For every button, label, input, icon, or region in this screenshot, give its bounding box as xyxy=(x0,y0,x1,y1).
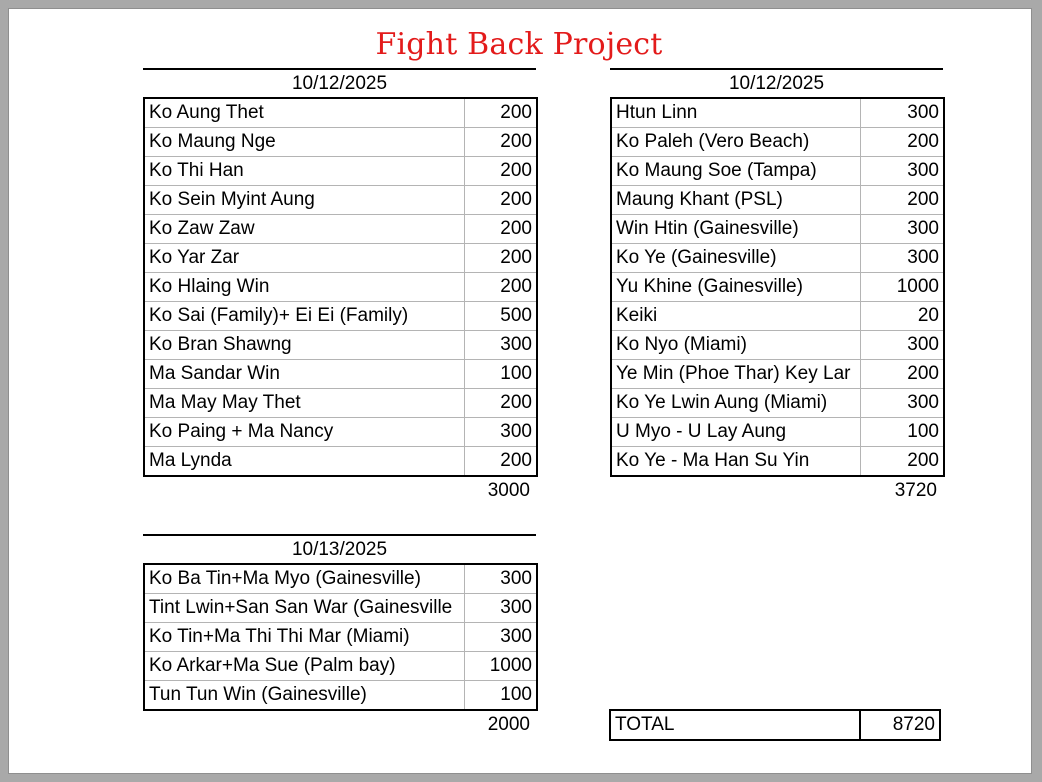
table-row xyxy=(611,244,944,273)
donor-name: Ko Paing + Ma Nancy xyxy=(144,418,464,447)
donor-name: Ko Maung Soe (Tampa) xyxy=(611,157,860,186)
table-row xyxy=(144,331,537,360)
donor-name: Ko Ye Lwin Aung (Miami) xyxy=(611,389,860,418)
donation-amount: 500 xyxy=(464,302,537,331)
section-subtotal: 3000 xyxy=(487,480,530,501)
section-date: 10/12/2025 xyxy=(143,68,536,97)
grand-total-box xyxy=(609,709,941,741)
donor-name: U Myo - U Lay Aung xyxy=(611,418,860,447)
donation-amount: 300 xyxy=(464,564,537,594)
donor-name: Yu Khine (Gainesville) xyxy=(611,273,860,302)
table-row xyxy=(144,244,537,273)
donation-amount: 200 xyxy=(464,186,537,215)
table-row xyxy=(144,302,537,331)
donor-name: Maung Khant (PSL) xyxy=(611,186,860,215)
donation-amount: 200 xyxy=(860,447,944,477)
table-row xyxy=(144,594,537,623)
donor-name: Keiki xyxy=(611,302,860,331)
donor-name: Ko Sein Myint Aung xyxy=(144,186,464,215)
total-value: 8720 xyxy=(892,714,935,735)
donor-name: Ko Tin+Ma Thi Thi Mar (Miami) xyxy=(144,623,464,652)
donation-amount: 300 xyxy=(464,594,537,623)
table-row xyxy=(611,418,944,447)
table-row xyxy=(144,623,537,652)
table-row xyxy=(611,215,944,244)
donation-amount: 200 xyxy=(464,128,537,157)
donation-table xyxy=(143,97,538,477)
table-row xyxy=(144,564,537,594)
donation-amount: 200 xyxy=(860,186,944,215)
table-row xyxy=(611,128,944,157)
section-date: 10/12/2025 xyxy=(610,68,943,97)
table-row xyxy=(611,302,944,331)
donation-amount: 300 xyxy=(464,331,537,360)
donor-name: Ko Sai (Family)+ Ei Ei (Family) xyxy=(144,302,464,331)
donor-name: Tint Lwin+San San War (Gainesville xyxy=(144,594,464,623)
donor-name: Ye Min (Phoe Thar) Key Lar xyxy=(611,360,860,389)
donor-name: Ko Arkar+Ma Sue (Palm bay) xyxy=(144,652,464,681)
donation-amount: 300 xyxy=(860,215,944,244)
table-row xyxy=(144,273,537,302)
table-row xyxy=(144,128,537,157)
table-row xyxy=(144,215,537,244)
page-title: Fight Back Project xyxy=(375,27,663,62)
donation-amount: 200 xyxy=(860,360,944,389)
table-row xyxy=(611,360,944,389)
table-row xyxy=(144,389,537,418)
table-row xyxy=(144,652,537,681)
table-row xyxy=(144,681,537,711)
section-date: 10/13/2025 xyxy=(143,534,536,563)
donor-name: Ko Hlaing Win xyxy=(144,273,464,302)
section-oct12-a xyxy=(143,68,536,505)
donation-amount: 300 xyxy=(860,331,944,360)
table-row xyxy=(144,447,537,477)
total-label: TOTAL xyxy=(611,711,861,739)
donation-amount: 100 xyxy=(464,360,537,389)
donation-amount: 20 xyxy=(860,302,944,331)
donor-name: Ko Bran Shawng xyxy=(144,331,464,360)
donation-amount: 200 xyxy=(464,98,537,128)
donor-name: Ko Aung Thet xyxy=(144,98,464,128)
table-row xyxy=(611,186,944,215)
donor-name: Ko Zaw Zaw xyxy=(144,215,464,244)
table-row xyxy=(144,186,537,215)
section-oct12-b xyxy=(610,68,943,505)
donor-name: Ko Yar Zar xyxy=(144,244,464,273)
table-row xyxy=(144,360,537,389)
donation-amount: 1000 xyxy=(860,273,944,302)
donation-amount: 300 xyxy=(860,389,944,418)
donation-amount: 200 xyxy=(464,157,537,186)
donation-table xyxy=(143,563,538,711)
donor-name: Ko Ba Tin+Ma Myo (Gainesville) xyxy=(144,564,464,594)
donation-amount: 100 xyxy=(860,418,944,447)
table-row xyxy=(611,447,944,477)
donor-name: Win Htin (Gainesville) xyxy=(611,215,860,244)
table-row xyxy=(611,331,944,360)
donor-name: Ko Thi Han xyxy=(144,157,464,186)
table-row xyxy=(611,98,944,128)
section-subtotal: 3720 xyxy=(894,480,937,501)
donation-amount: 300 xyxy=(860,157,944,186)
donor-name: Ko Maung Nge xyxy=(144,128,464,157)
donor-name: Ma May May Thet xyxy=(144,389,464,418)
donor-name: Ko Ye (Gainesville) xyxy=(611,244,860,273)
table-row xyxy=(611,273,944,302)
table-row xyxy=(144,157,537,186)
donor-name: Ma Lynda xyxy=(144,447,464,477)
document-page xyxy=(9,9,1031,773)
donor-name: Ko Ye - Ma Han Su Yin xyxy=(611,447,860,477)
donation-amount: 300 xyxy=(464,623,537,652)
donation-amount: 300 xyxy=(860,244,944,273)
table-row xyxy=(144,418,537,447)
donor-name: Ma Sandar Win xyxy=(144,360,464,389)
donation-amount: 200 xyxy=(464,215,537,244)
donor-name: Ko Nyo (Miami) xyxy=(611,331,860,360)
donation-amount: 300 xyxy=(464,418,537,447)
donation-table xyxy=(610,97,945,477)
table-row xyxy=(611,157,944,186)
donation-amount: 100 xyxy=(464,681,537,711)
donor-name: Ko Paleh (Vero Beach) xyxy=(611,128,860,157)
donation-amount: 200 xyxy=(464,447,537,477)
section-subtotal: 2000 xyxy=(487,714,530,735)
donation-amount: 200 xyxy=(464,389,537,418)
donor-name: Tun Tun Win (Gainesville) xyxy=(144,681,464,711)
donation-amount: 300 xyxy=(860,98,944,128)
donation-amount: 200 xyxy=(464,244,537,273)
table-row xyxy=(611,389,944,418)
section-oct13 xyxy=(143,534,536,739)
donor-name: Htun Linn xyxy=(611,98,860,128)
donation-amount: 200 xyxy=(860,128,944,157)
donation-amount: 1000 xyxy=(464,652,537,681)
table-row xyxy=(144,98,537,128)
donation-amount: 200 xyxy=(464,273,537,302)
